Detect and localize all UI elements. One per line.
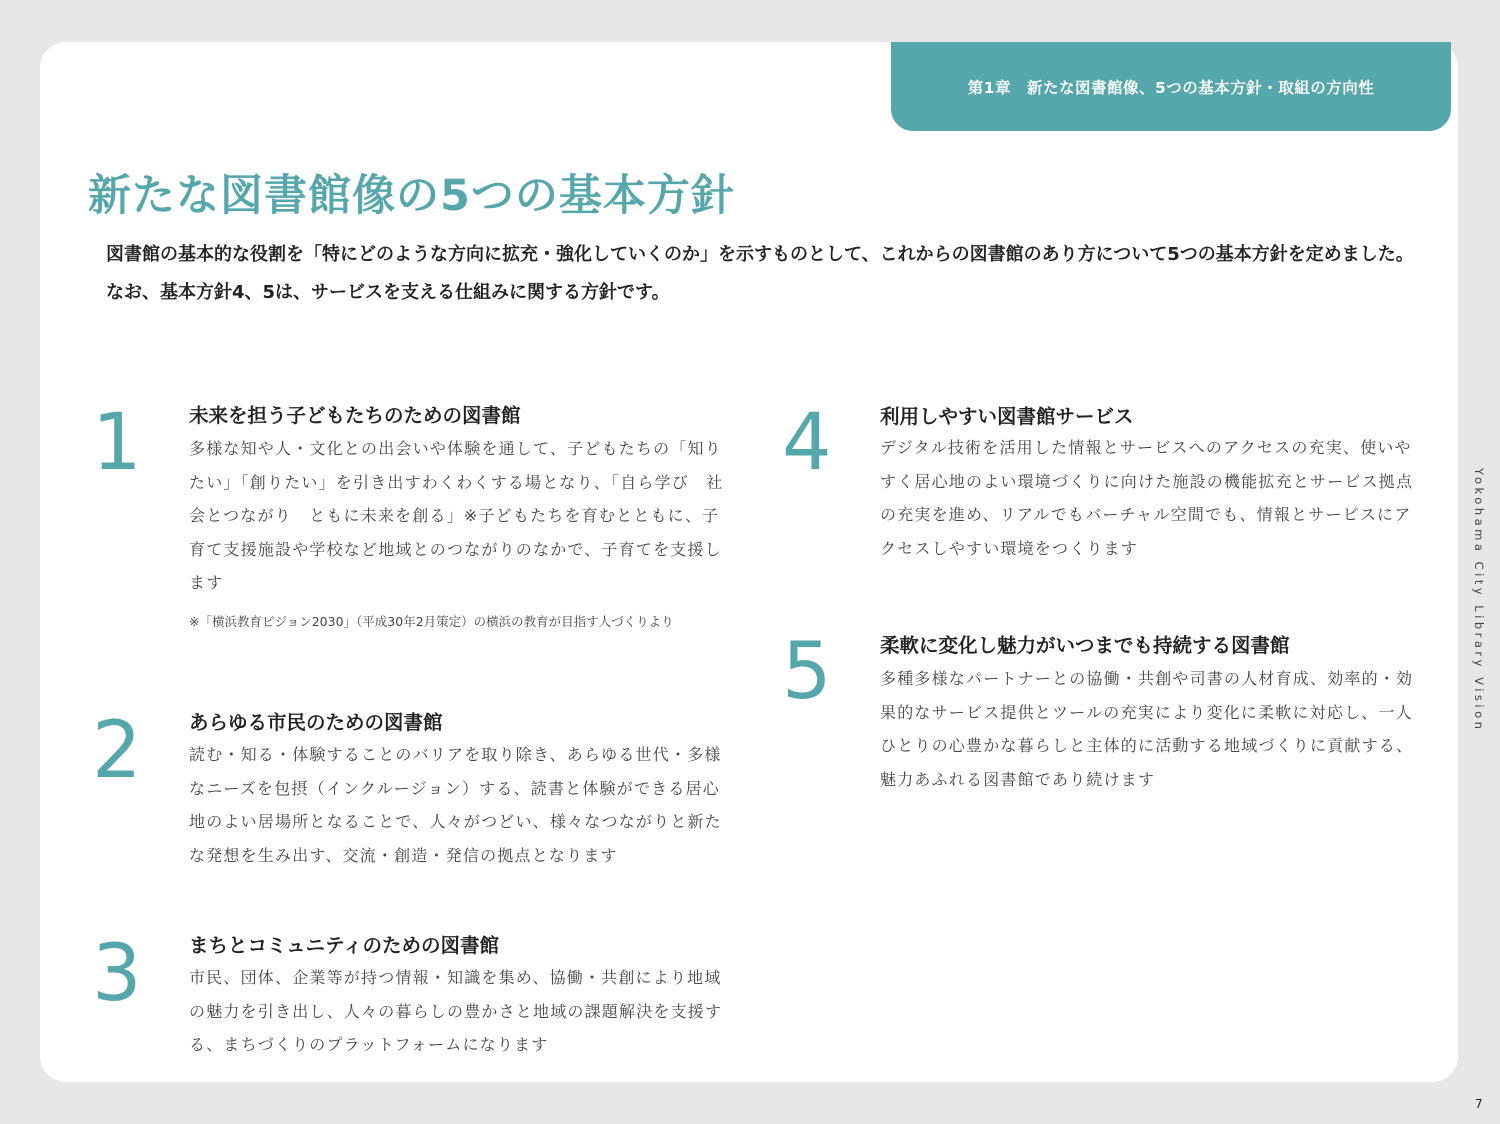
policy-body: 市民、団体、企業等が持つ情報・知識を集め、協働・共創により地域の魅力を引き出し、人々の暮らしの豊かさと地域の課題解決を支援する、まちづくりのプラットフォームになります xyxy=(189,968,723,1054)
page-number: 7 xyxy=(1475,1097,1483,1111)
policy-body: 読む・知る・体験することのバリアを取り除き、あらゆる世代・多様なニーズを包摂（インクルージョン）する、読書と体験ができる居心地のよい居場所となることで、人々がつどい、様々なつながりと新たな発想を生み出す、交流・創造・発信の拠点となります xyxy=(189,745,722,865)
policy-title: 柔軟に変化し魅力がいつまでも持続する図書館 xyxy=(880,634,1290,657)
intro-text xyxy=(88,236,1428,312)
policy-title: あらゆる市民のための図書館 xyxy=(189,711,443,734)
vertical-side-label: Yokohama City Library Vision xyxy=(1472,468,1486,733)
policy-number: 1 xyxy=(92,398,142,488)
policy-number: 4 xyxy=(782,398,832,488)
page-title: 新たな図書館像の5つの基本方針 xyxy=(88,171,735,221)
policy-title: 未来を担う子どもたちのための図書館 xyxy=(189,404,521,427)
intro-line-1: 図書館の基本的な役割を「特にどのような方向に拡充・強化していくのか」を示すものとして、これからの図書館のあり方について5つの基本方針を定めました。 xyxy=(106,244,1414,265)
intro-line-2: なお、基本方針4、5は、サービスを支える仕組みに関する方針です。 xyxy=(106,282,670,303)
policy-body: デジタル技術を活用した情報とサービスへのアクセスの充実、使いやすく居心地のよい環境づくりに向けた施設の機能拡充とサービス拠点の充実を進め、リアルでもバーチャル空間でも、情報とサービスにアクセスしやすい環境をつくります xyxy=(880,438,1414,558)
policy-body: 多様な知や人・文化との出会いや体験を通して、子どもたちの「知りたい」「創りたい」を引き出すわくわくする場となり、「自ら学び 社会とつながり ともに未来を創る」※子どもたちを育むとともに、子育て支援施設や学校など地域とのつながりのなかで、子育てを支援します xyxy=(189,439,724,592)
policy-title: 利用しやすい図書館サービス xyxy=(880,405,1134,428)
policy-footnote: ※「横浜教育ビジョン2030」（平成30年2月策定）の横浜の教育が目指す人づくりより xyxy=(189,614,674,629)
policy-number: 5 xyxy=(782,627,832,717)
policy-number: 3 xyxy=(92,929,142,1019)
policy-body: 多種多様なパートナーとの協働・共創や司書の人材育成、効率的・効果的なサービス提供とツールの充実により変化に柔軟に対応し、一人ひとりの心豊かな暮らしと主体的に活動する地域づくりに貢献する、魅力あふれる図書館であり続けます xyxy=(880,669,1414,789)
chapter-tab: 第1章 新たな図書館像、5つの基本方針・取組の方向性 xyxy=(891,42,1451,131)
policy-title: まちとコミュニティのための図書館 xyxy=(189,934,500,957)
policy-number: 2 xyxy=(92,706,142,796)
